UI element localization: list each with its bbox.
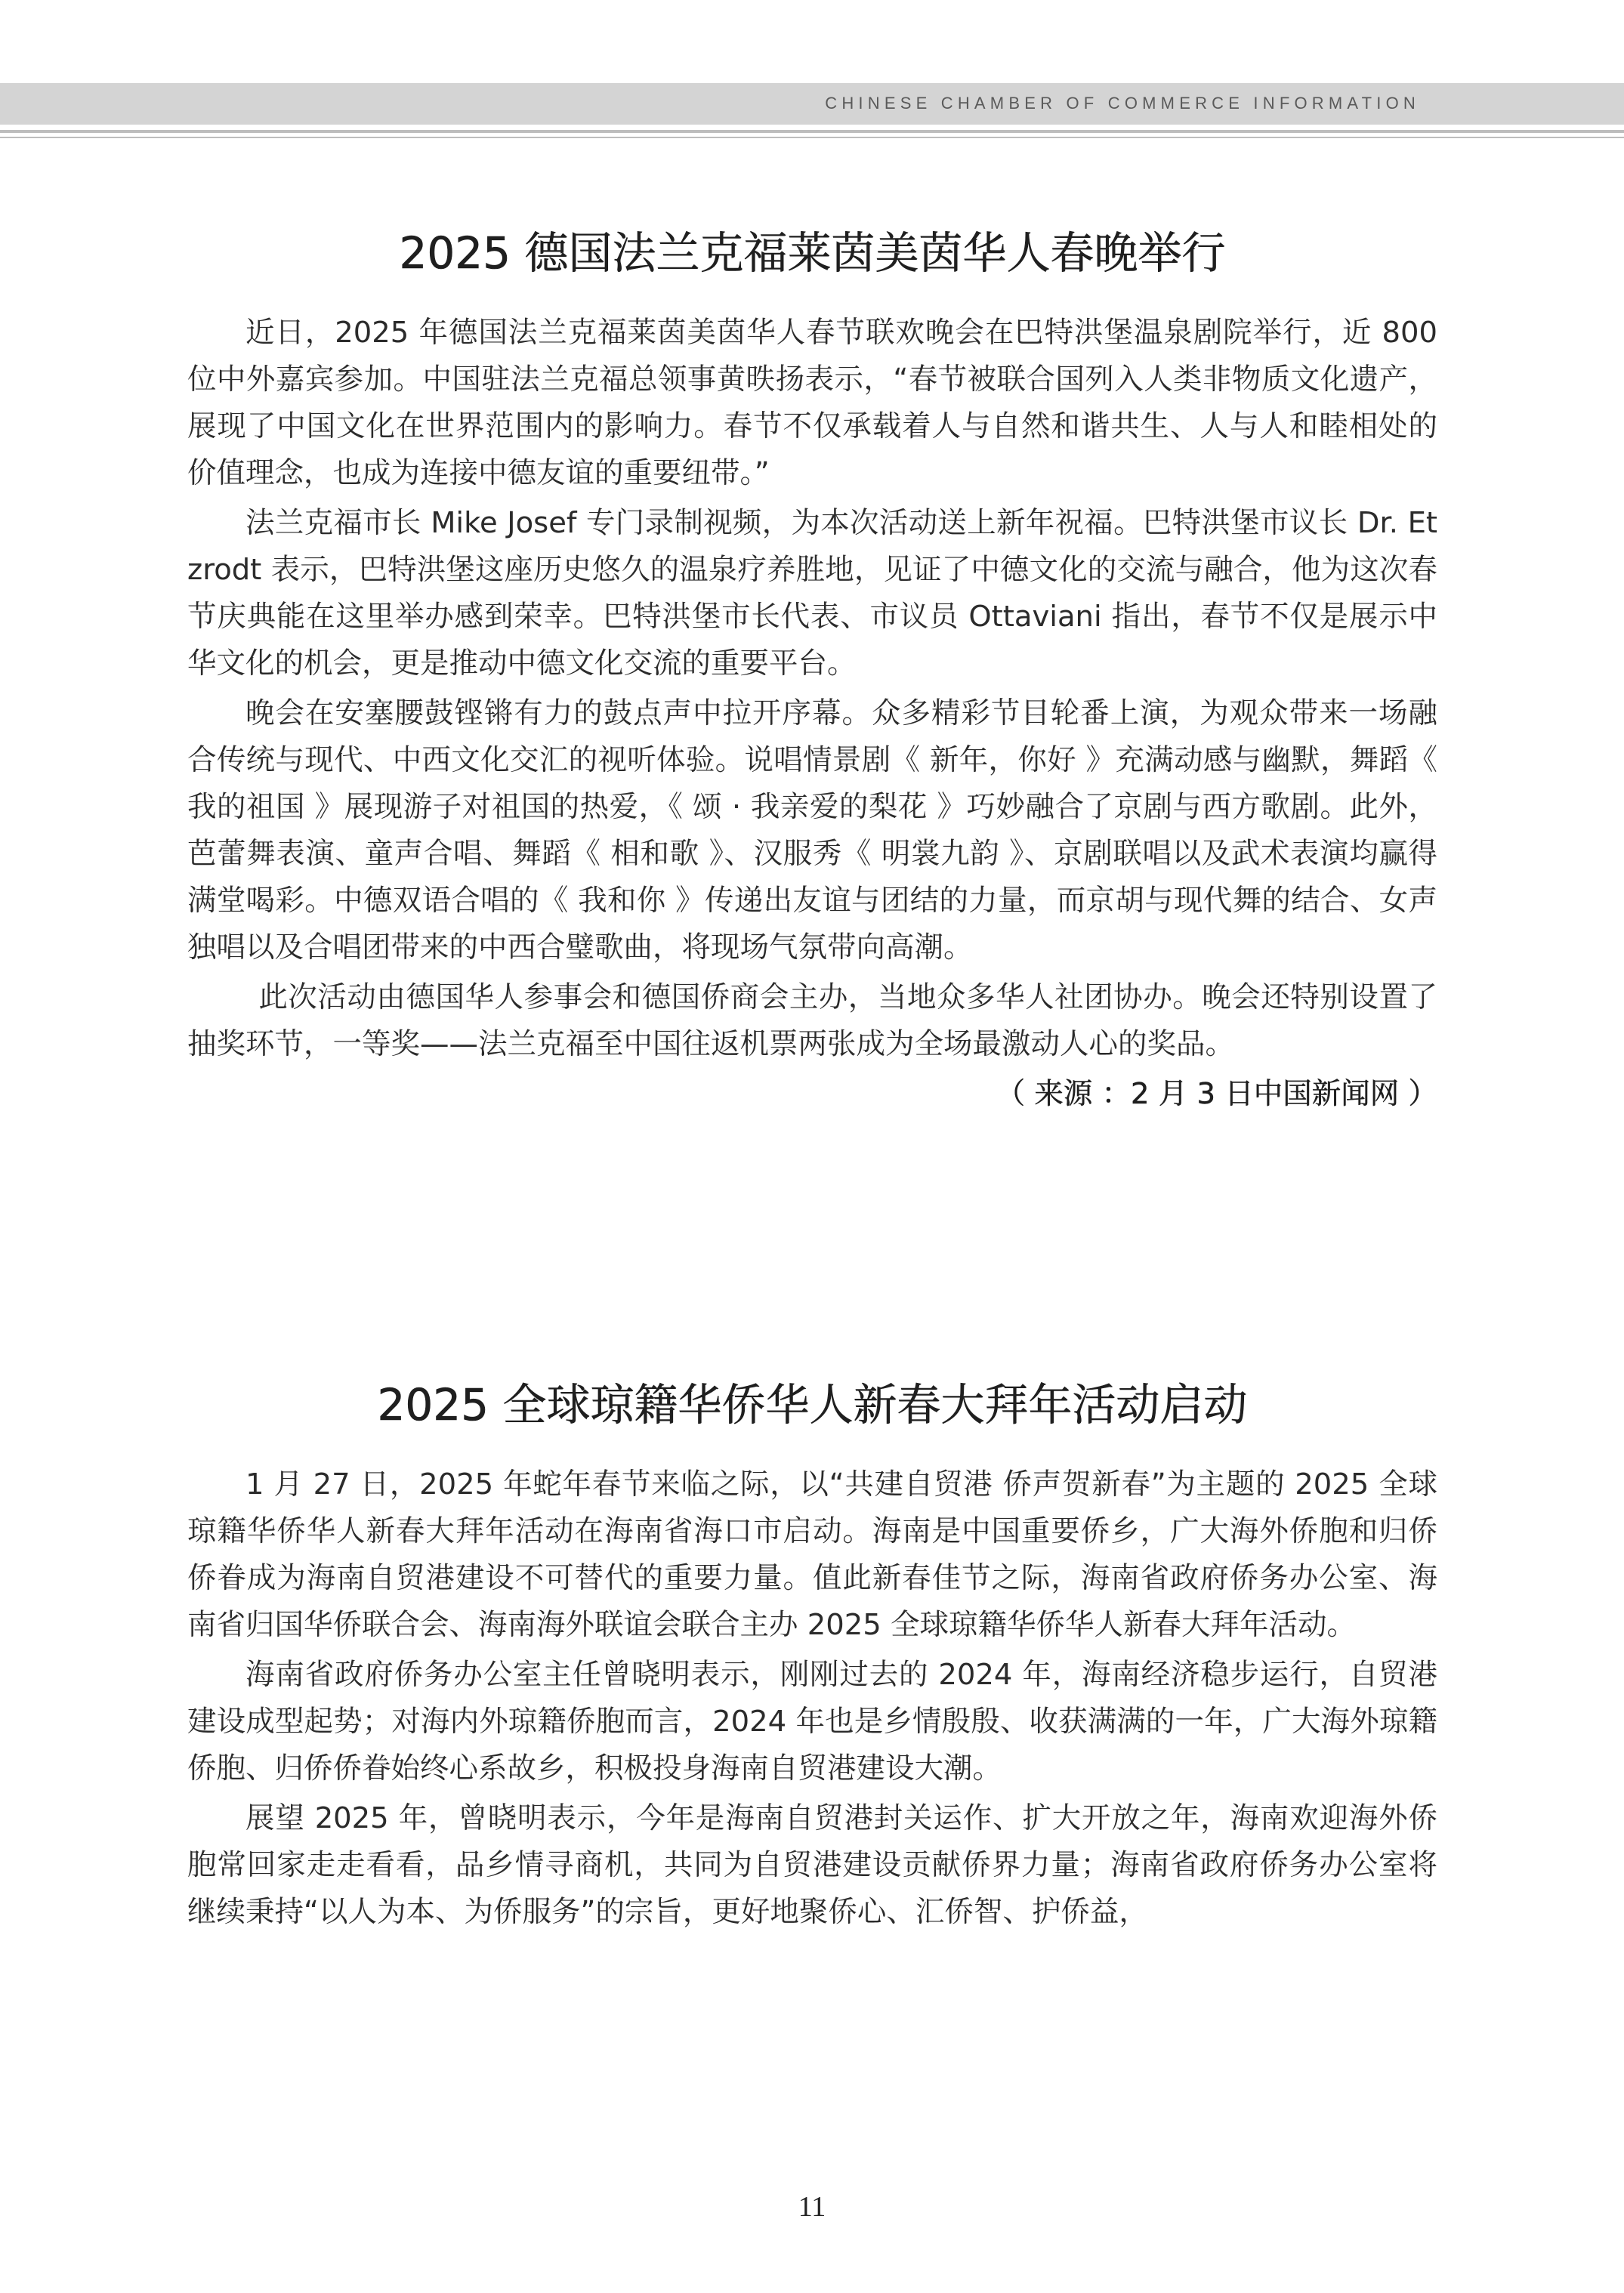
article-source: （ 来源 ：2 月 3 日中国新闻网 ）: [996, 1077, 1437, 1111]
article-title: 2025 全球琼籍华侨华人新春大拜年活动启动: [377, 1379, 1248, 1430]
header-rule: [0, 130, 1624, 133]
running-header-title: CHINESE CHAMBER OF COMMERCE INFORMATION: [825, 94, 1420, 113]
page-number: 11: [798, 2191, 826, 2223]
article-paragraph: 展望 2025 年，曾晓明表示，今年是海南自贸港封关运作、扩大开放之年，海南欢迎海外侨胞常回家走走看看，品乡情寻商机，共同为自贸港建设贡献侨界力量；海南省政府侨务办公室将继续秉持“以人为本、为侨服务”的宗旨，更好地聚侨心、汇侨智、护侨益，: [187, 1801, 1437, 1929]
article-paragraph: 晚会在安塞腰鼓铿锵有力的鼓点声中拉开序幕。众多精彩节目轮番上演，为观众带来一场融合传统与现代、中西文化交汇的视听体验。说唱情景剧《 新年，你好 》充满动感与幽默，舞蹈《 我的祖国 》展现游子对祖国的热爱，《 颂 · 我亲爱的梨花 》巧妙融合了京剧与西方歌剧。此外，芭蕾舞表演、童声合唱、舞蹈《 相和歌 》、汉服秀《 明裳九韵 》、京剧联唱以及武术表演均赢得满堂喝彩。中德双语合唱的《 我和你 》传递出友谊与团结的力量，而京胡与现代舞的结合、女声独唱以及合唱团带来的中西合璧歌曲，将现场气氛带向高潮。: [187, 696, 1437, 964]
article-paragraph: 海南省政府侨务办公室主任曾晓明表示，刚刚过去的 2024 年，海南经济稳步运行，自贸港建设成型起势；对海内外琼籍侨胞而言，2024 年也是乡情殷殷、收获满满的一年，广大海外琼籍侨胞、归侨侨眷始终心系故乡，积极投身海南自贸港建设大潮。: [187, 1658, 1437, 1785]
article-paragraph: 此次活动由德国华人参事会和德国侨商会主办，当地众多华人社团协办。晚会还特别设置了抽奖环节，一等奖——法兰克福至中国往返机票两张成为全场最激动人心的奖品。: [187, 980, 1437, 1061]
article-frankfurt-gala: [187, 219, 1437, 1118]
article-paragraph: 1 月 27 日，2025 年蛇年春节来临之际，以“共建自贸港 侨声贺新春”为主题的 2025 全球琼籍华侨华人新春大拜年活动在海南省海口市启动。海南是中国重要侨乡，广大海外侨胞和归侨侨眷成为海南自贸港建设不可替代的重要力量。值此新春佳节之际，海南省政府侨务办公室、海南省归国华侨联合会、海南海外联谊会联合主办 2025 全球琼籍华侨华人新春大拜年活动。: [187, 1467, 1437, 1642]
article-hainan-new-year: [187, 1371, 1437, 1939]
article-paragraph: 法兰克福市长 Mike Josef 专门录制视频，为本次活动送上新年祝福。巴特洪堡市议长 Dr. Etzrodt 表示，巴特洪堡这座历史悠久的温泉疗养胜地，见证了中德文化的交流与融合，他为这次春节庆典能在这里举办感到荣幸。巴特洪堡市长代表、市议员 Ottaviani 指出，春节不仅是展示中华文化的机会，更是推动中德文化交流的重要平台。: [187, 506, 1437, 680]
header-rule-thin: [0, 137, 1624, 138]
article-paragraph: 近日，2025 年德国法兰克福莱茵美茵华人春节联欢晚会在巴特洪堡温泉剧院举行，近 800 位中外嘉宾参加。中国驻法兰克福总领事黄昳扬表示，“春节被联合国列入人类非物质文化遗产，展现了中国文化在世界范围内的影响力。春节不仅承载着人与自然和谐共生、人与人和睦相处的价值理念，也成为连接中德友谊的重要纽带。”: [187, 316, 1437, 490]
article-title: 2025 德国法兰克福莱茵美茵华人春晚举行: [399, 227, 1226, 279]
